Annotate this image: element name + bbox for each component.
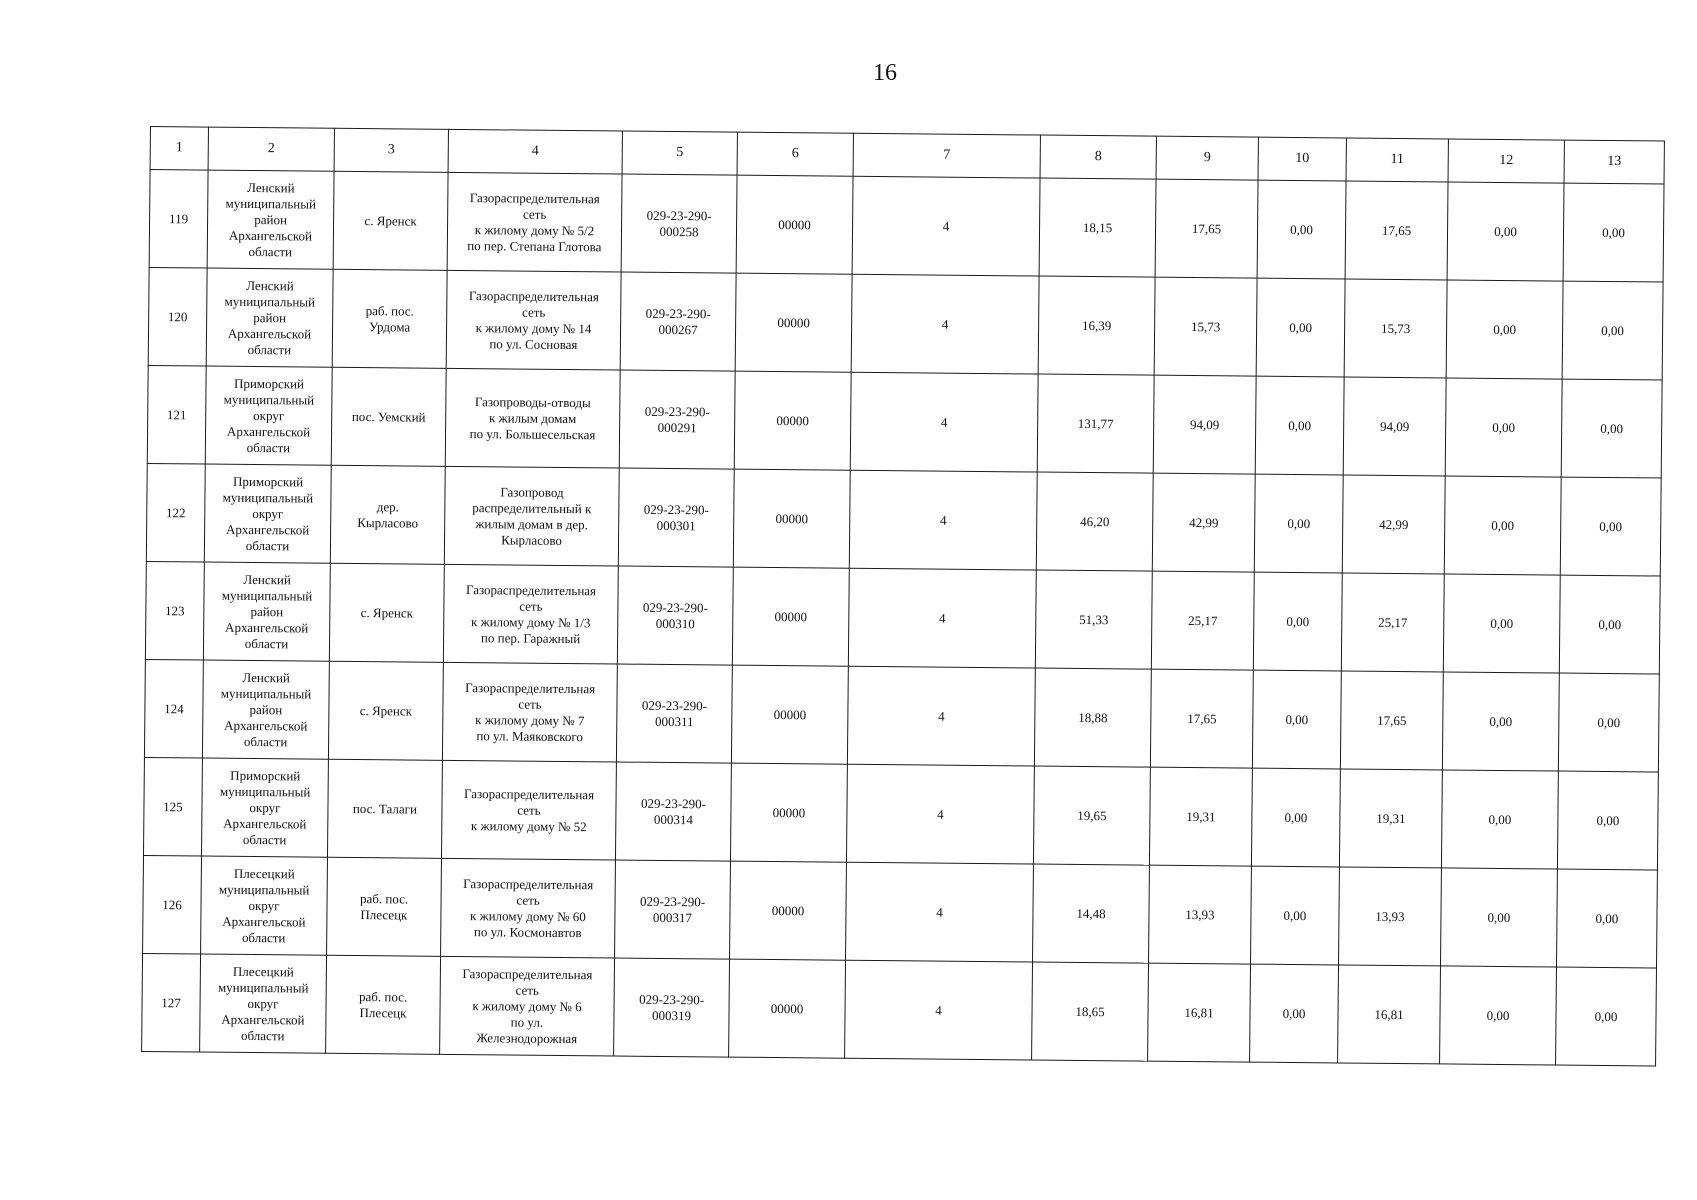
- district-line: муниципальный: [218, 881, 310, 898]
- column-13-cell: 0,00: [1557, 771, 1658, 870]
- district-line: район: [249, 701, 283, 717]
- column-12-cell: 0,00: [1445, 378, 1562, 477]
- district-line: Архангельской: [225, 619, 309, 636]
- column-13-cell: 0,00: [1560, 477, 1661, 576]
- district-line: муниципальный: [223, 391, 315, 408]
- locality-line: Плесецк: [359, 1004, 407, 1021]
- district-line: Ленский: [243, 571, 291, 587]
- object-line: Газораспределительная: [464, 785, 595, 802]
- column-11-cell: 17,65: [1345, 181, 1448, 280]
- column-11-cell: 13,93: [1339, 867, 1442, 966]
- column-9-cell: 94,09: [1153, 375, 1256, 474]
- column-8-cell: 18,15: [1039, 178, 1156, 277]
- district-line: Плесецкий: [233, 865, 295, 881]
- column-8-cell: 18,88: [1034, 668, 1151, 767]
- column-6-cell: 00000: [731, 665, 848, 764]
- district-line: Ленский: [242, 669, 291, 685]
- column-header-8: 8: [1040, 135, 1156, 179]
- district-cell: [201, 758, 328, 857]
- row-number-cell: 119: [149, 170, 208, 269]
- registry-code-cell: [621, 174, 737, 273]
- column-10-cell: 0,00: [1254, 474, 1343, 573]
- locality-line: Кырласово: [357, 514, 419, 531]
- registry-code-line: 000267: [658, 321, 698, 337]
- column-7-cell: 4: [846, 862, 1034, 962]
- column-9-cell: 13,93: [1149, 865, 1252, 964]
- district-cell: [201, 856, 328, 955]
- table-row: [149, 170, 1664, 283]
- district-line: округ: [248, 897, 280, 913]
- district-line: области: [246, 439, 291, 455]
- district-cell: [204, 464, 331, 563]
- district-line: области: [242, 831, 287, 847]
- object-line: Газораспределительная: [465, 581, 597, 598]
- column-11-cell: 25,17: [1341, 573, 1444, 672]
- registry-code-cell: [615, 762, 731, 861]
- object-cell: [444, 466, 619, 566]
- column-6-cell: 00000: [734, 371, 851, 470]
- column-6-cell: 00000: [735, 273, 852, 372]
- column-10-cell: 0,00: [1257, 180, 1346, 279]
- district-line: муниципальный: [217, 979, 309, 996]
- row-number-cell: 126: [143, 855, 202, 954]
- column-header-3: 3: [334, 128, 448, 172]
- object-line: сеть: [517, 802, 541, 818]
- locality-cell: [330, 465, 445, 564]
- locality-line: с. Яренск: [360, 604, 414, 621]
- locality-line: с. Яренск: [359, 702, 413, 719]
- locality-cell: [327, 759, 442, 858]
- table-row: [143, 757, 1658, 870]
- column-header-1: 1: [150, 127, 208, 171]
- column-7-cell: 4: [850, 372, 1038, 472]
- column-header-13: 13: [1564, 140, 1664, 184]
- registry-code-cell: [618, 468, 734, 567]
- column-12-cell: 0,00: [1442, 672, 1559, 771]
- object-cell: [445, 368, 620, 468]
- column-8-cell: 16,39: [1038, 276, 1155, 375]
- district-line: муниципальный: [219, 783, 311, 800]
- registry-code-cell: [619, 370, 735, 469]
- column-10-cell: 0,00: [1251, 768, 1340, 867]
- column-header-4: 4: [448, 129, 622, 174]
- locality-cell: [326, 955, 441, 1054]
- district-line: Ленский: [247, 179, 295, 195]
- locality-line: с. Яренск: [364, 212, 417, 229]
- object-line: распределительный к: [472, 499, 592, 516]
- object-line: сеть: [516, 892, 540, 908]
- registry-code-line: 029-23-290-: [639, 991, 705, 1007]
- column-6-cell: 00000: [733, 469, 850, 568]
- column-header-11: 11: [1346, 138, 1448, 182]
- column-11-cell: 42,99: [1342, 475, 1445, 574]
- object-cell: [443, 564, 618, 664]
- column-13-cell: 0,00: [1558, 673, 1659, 772]
- registry-code-cell: [617, 566, 733, 665]
- object-line: к жилому дому № 60: [470, 907, 586, 924]
- locality-cell: [332, 269, 447, 368]
- column-11-cell: 16,81: [1338, 965, 1441, 1064]
- locality-line: Плесецк: [360, 906, 408, 923]
- district-line: области: [248, 243, 293, 259]
- district-line: округ: [253, 407, 285, 423]
- column-7-cell: 4: [847, 666, 1035, 766]
- row-number-cell: 120: [148, 267, 207, 366]
- district-line: округ: [249, 799, 281, 815]
- object-line: Газопроводы-отводы: [474, 393, 591, 410]
- district-line: Архангельской: [222, 913, 306, 930]
- district-cell: [205, 366, 332, 465]
- registry-code-line: 000310: [655, 615, 695, 631]
- locality-line: раб. пос.: [365, 302, 414, 319]
- district-line: район: [250, 603, 284, 619]
- district-line: Приморский: [233, 375, 305, 391]
- district-line: области: [241, 929, 286, 945]
- table-body: [142, 170, 1664, 1066]
- district-cell: [207, 170, 334, 269]
- column-10-cell: 0,00: [1251, 866, 1340, 965]
- column-13-cell: 0,00: [1556, 869, 1657, 968]
- column-13-cell: 0,00: [1562, 281, 1663, 380]
- table-row: [143, 855, 1658, 968]
- column-9-cell: 25,17: [1151, 571, 1254, 670]
- object-cell: [447, 172, 622, 272]
- row-number-cell: 124: [144, 659, 203, 758]
- registry-code-line: 029-23-290-: [645, 305, 711, 321]
- registry-table: [141, 126, 1665, 1067]
- district-line: муниципальный: [220, 685, 312, 702]
- district-line: муниципальный: [225, 195, 317, 212]
- column-9-cell: 19,31: [1149, 767, 1252, 866]
- district-line: Приморский: [230, 767, 301, 783]
- column-6-cell: 00000: [736, 175, 853, 274]
- column-7-cell: 4: [849, 470, 1037, 570]
- district-line: области: [243, 733, 288, 749]
- district-line: Архангельской: [223, 815, 307, 832]
- column-header-6: 6: [737, 132, 853, 176]
- row-number-cell: 125: [143, 757, 202, 856]
- column-8-cell: 131,77: [1037, 374, 1154, 473]
- column-13-cell: 0,00: [1563, 183, 1664, 282]
- column-13-cell: 0,00: [1556, 967, 1657, 1066]
- object-line: по ул.: [510, 1014, 544, 1030]
- district-cell: [202, 660, 329, 759]
- registry-code-line: 000311: [654, 713, 694, 729]
- table-row: [142, 953, 1657, 1066]
- column-12-cell: 0,00: [1443, 574, 1560, 673]
- object-line: по ул. Сосновая: [489, 335, 578, 352]
- column-7-cell: 4: [845, 960, 1033, 1060]
- locality-line: пос. Уемский: [351, 408, 426, 425]
- column-8-cell: 19,65: [1033, 766, 1150, 865]
- object-line: Кырласово: [501, 531, 563, 548]
- column-12-cell: 0,00: [1440, 966, 1557, 1065]
- locality-line: дер.: [376, 498, 399, 514]
- object-line: жилым домам в дер.: [475, 515, 588, 532]
- locality-line: раб. пос.: [358, 988, 408, 1005]
- district-line: Плесецкий: [232, 963, 294, 979]
- column-12-cell: 0,00: [1446, 280, 1563, 379]
- district-line: район: [253, 309, 287, 325]
- object-line: к жилому дому № 6: [472, 997, 582, 1014]
- object-line: по ул. Маяковского: [476, 727, 584, 744]
- column-7-cell: 4: [852, 176, 1040, 276]
- registry-code-line: 000317: [652, 909, 693, 925]
- registry-code-line: 000258: [659, 223, 699, 239]
- column-10-cell: 0,00: [1253, 572, 1342, 671]
- district-line: муниципальный: [224, 293, 316, 310]
- registry-code-line: 029-23-290-: [640, 893, 706, 909]
- district-line: области: [247, 341, 292, 357]
- object-line: к жилому дому № 7: [475, 711, 585, 728]
- column-8-cell: 51,33: [1035, 570, 1152, 669]
- object-line: сеть: [522, 206, 547, 222]
- column-9-cell: 15,73: [1154, 277, 1257, 376]
- column-header-5: 5: [622, 131, 737, 175]
- column-6-cell: 00000: [730, 763, 847, 862]
- object-line: по ул. Космонавтов: [473, 923, 582, 940]
- object-line: Газораспределительная: [468, 287, 599, 304]
- object-line: сеть: [515, 982, 539, 998]
- registry-code-line: 029-23-290-: [640, 795, 707, 811]
- object-line: Газораспределительная: [469, 189, 600, 206]
- district-line: муниципальный: [222, 489, 314, 506]
- column-9-cell: 17,65: [1150, 669, 1253, 768]
- object-line: к жилому дому № 14: [475, 319, 592, 336]
- object-line: к жилому дому № 52: [470, 817, 587, 834]
- district-line: Архангельской: [225, 521, 310, 538]
- object-line: по пер. Гаражный: [480, 629, 581, 646]
- registry-code-line: 029-23-290-: [646, 207, 712, 223]
- district-cell: [203, 562, 330, 661]
- column-13-cell: 0,00: [1559, 575, 1660, 674]
- table-row: [145, 561, 1660, 674]
- object-line: по пер. Степана Глотова: [467, 237, 602, 254]
- registry-code-line: 029-23-290-: [642, 599, 708, 615]
- object-line: к жилым домам: [489, 409, 577, 426]
- table-row: [144, 659, 1659, 772]
- column-12-cell: 0,00: [1440, 868, 1557, 967]
- object-cell: [441, 760, 616, 860]
- column-header-12: 12: [1448, 139, 1564, 183]
- district-line: округ: [252, 505, 284, 521]
- object-cell: [440, 956, 615, 1056]
- object-line: к жилому дому № 1/3: [471, 613, 591, 630]
- registry-code-cell: [615, 860, 731, 959]
- column-13-cell: 0,00: [1561, 379, 1662, 478]
- object-line: сеть: [522, 304, 546, 320]
- column-12-cell: 0,00: [1441, 770, 1558, 869]
- page-number: 16: [873, 60, 897, 86]
- district-line: области: [240, 1027, 285, 1043]
- object-line: сеть: [518, 696, 542, 712]
- column-9-cell: 16,81: [1148, 963, 1251, 1062]
- column-header-2: 2: [208, 127, 334, 171]
- row-number-cell: 121: [147, 365, 206, 464]
- column-10-cell: 0,00: [1250, 964, 1339, 1063]
- object-line: Газопровод: [500, 483, 564, 500]
- object-line: Газораспределительная: [465, 679, 596, 696]
- column-6-cell: 00000: [730, 861, 847, 960]
- registry-code-line: 000319: [651, 1007, 692, 1023]
- locality-line: пос. Талаги: [352, 800, 418, 817]
- locality-cell: [331, 367, 446, 466]
- table-row: [148, 267, 1663, 380]
- district-line: район: [254, 211, 288, 227]
- registry-code-line: 000291: [657, 419, 697, 435]
- object-line: Газораспределительная: [463, 875, 594, 892]
- district-line: Ленский: [246, 277, 294, 293]
- column-8-cell: 18,65: [1032, 962, 1149, 1061]
- row-number-cell: 123: [145, 561, 204, 660]
- registry-code-cell: [616, 664, 732, 763]
- registry-code-line: 029-23-290-: [643, 501, 709, 517]
- object-line: сеть: [519, 598, 543, 614]
- district-line: области: [244, 635, 289, 651]
- column-11-cell: 17,65: [1340, 671, 1443, 770]
- column-header-7: 7: [853, 133, 1040, 178]
- district-line: Архангельской: [226, 423, 311, 440]
- column-8-cell: 14,48: [1033, 864, 1150, 963]
- district-line: Приморский: [232, 473, 304, 489]
- object-cell: [441, 858, 616, 958]
- district-line: Архангельской: [224, 717, 308, 734]
- column-header-10: 10: [1258, 137, 1346, 181]
- locality-cell: [333, 171, 448, 270]
- registry-code-cell: [620, 272, 736, 371]
- district-line: Архангельской: [228, 227, 313, 244]
- district-line: Архангельской: [221, 1011, 305, 1028]
- registry-code-line: 000301: [656, 517, 696, 533]
- column-7-cell: 4: [846, 764, 1034, 864]
- registry-code-cell: [614, 958, 730, 1057]
- district-cell: [200, 954, 327, 1053]
- column-9-cell: 17,65: [1155, 179, 1258, 278]
- column-11-cell: 15,73: [1344, 279, 1447, 378]
- table-row: [146, 463, 1661, 576]
- column-12-cell: 0,00: [1447, 182, 1564, 281]
- column-6-cell: 00000: [729, 959, 846, 1058]
- registry-code-line: 029-23-290-: [644, 403, 710, 419]
- district-line: Архангельской: [227, 325, 312, 342]
- registry-code-line: 000314: [653, 811, 693, 827]
- column-7-cell: 4: [851, 274, 1039, 374]
- object-line: по ул. Большесельская: [469, 425, 596, 442]
- locality-cell: [327, 857, 442, 956]
- registry-code-line: 029-23-290-: [641, 697, 708, 713]
- locality-cell: [328, 661, 443, 760]
- district-line: муниципальный: [221, 587, 313, 604]
- locality-line: раб. пос.: [359, 890, 409, 907]
- column-9-cell: 42,99: [1152, 473, 1255, 572]
- column-10-cell: 0,00: [1255, 376, 1344, 475]
- district-line: округ: [247, 995, 279, 1011]
- object-cell: [442, 662, 617, 762]
- object-cell: [446, 270, 621, 370]
- column-8-cell: 46,20: [1036, 472, 1153, 571]
- column-10-cell: 0,00: [1252, 670, 1341, 769]
- object-line: Газораспределительная: [462, 965, 593, 982]
- table-row: [147, 365, 1662, 478]
- column-7-cell: 4: [848, 568, 1036, 668]
- column-11-cell: 94,09: [1343, 377, 1446, 476]
- locality-line: Урдома: [368, 318, 411, 335]
- column-header-9: 9: [1156, 136, 1258, 180]
- district-cell: [206, 268, 333, 367]
- column-6-cell: 00000: [732, 567, 849, 666]
- object-line: к жилому дому № 5/2: [474, 221, 595, 238]
- row-number-cell: 122: [146, 463, 205, 562]
- district-line: области: [245, 537, 290, 553]
- column-12-cell: 0,00: [1444, 476, 1561, 575]
- row-number-cell: 127: [142, 953, 201, 1052]
- locality-cell: [329, 563, 444, 662]
- column-11-cell: 19,31: [1339, 769, 1442, 868]
- column-10-cell: 0,00: [1256, 278, 1345, 377]
- object-line: Железнодорожная: [476, 1029, 578, 1046]
